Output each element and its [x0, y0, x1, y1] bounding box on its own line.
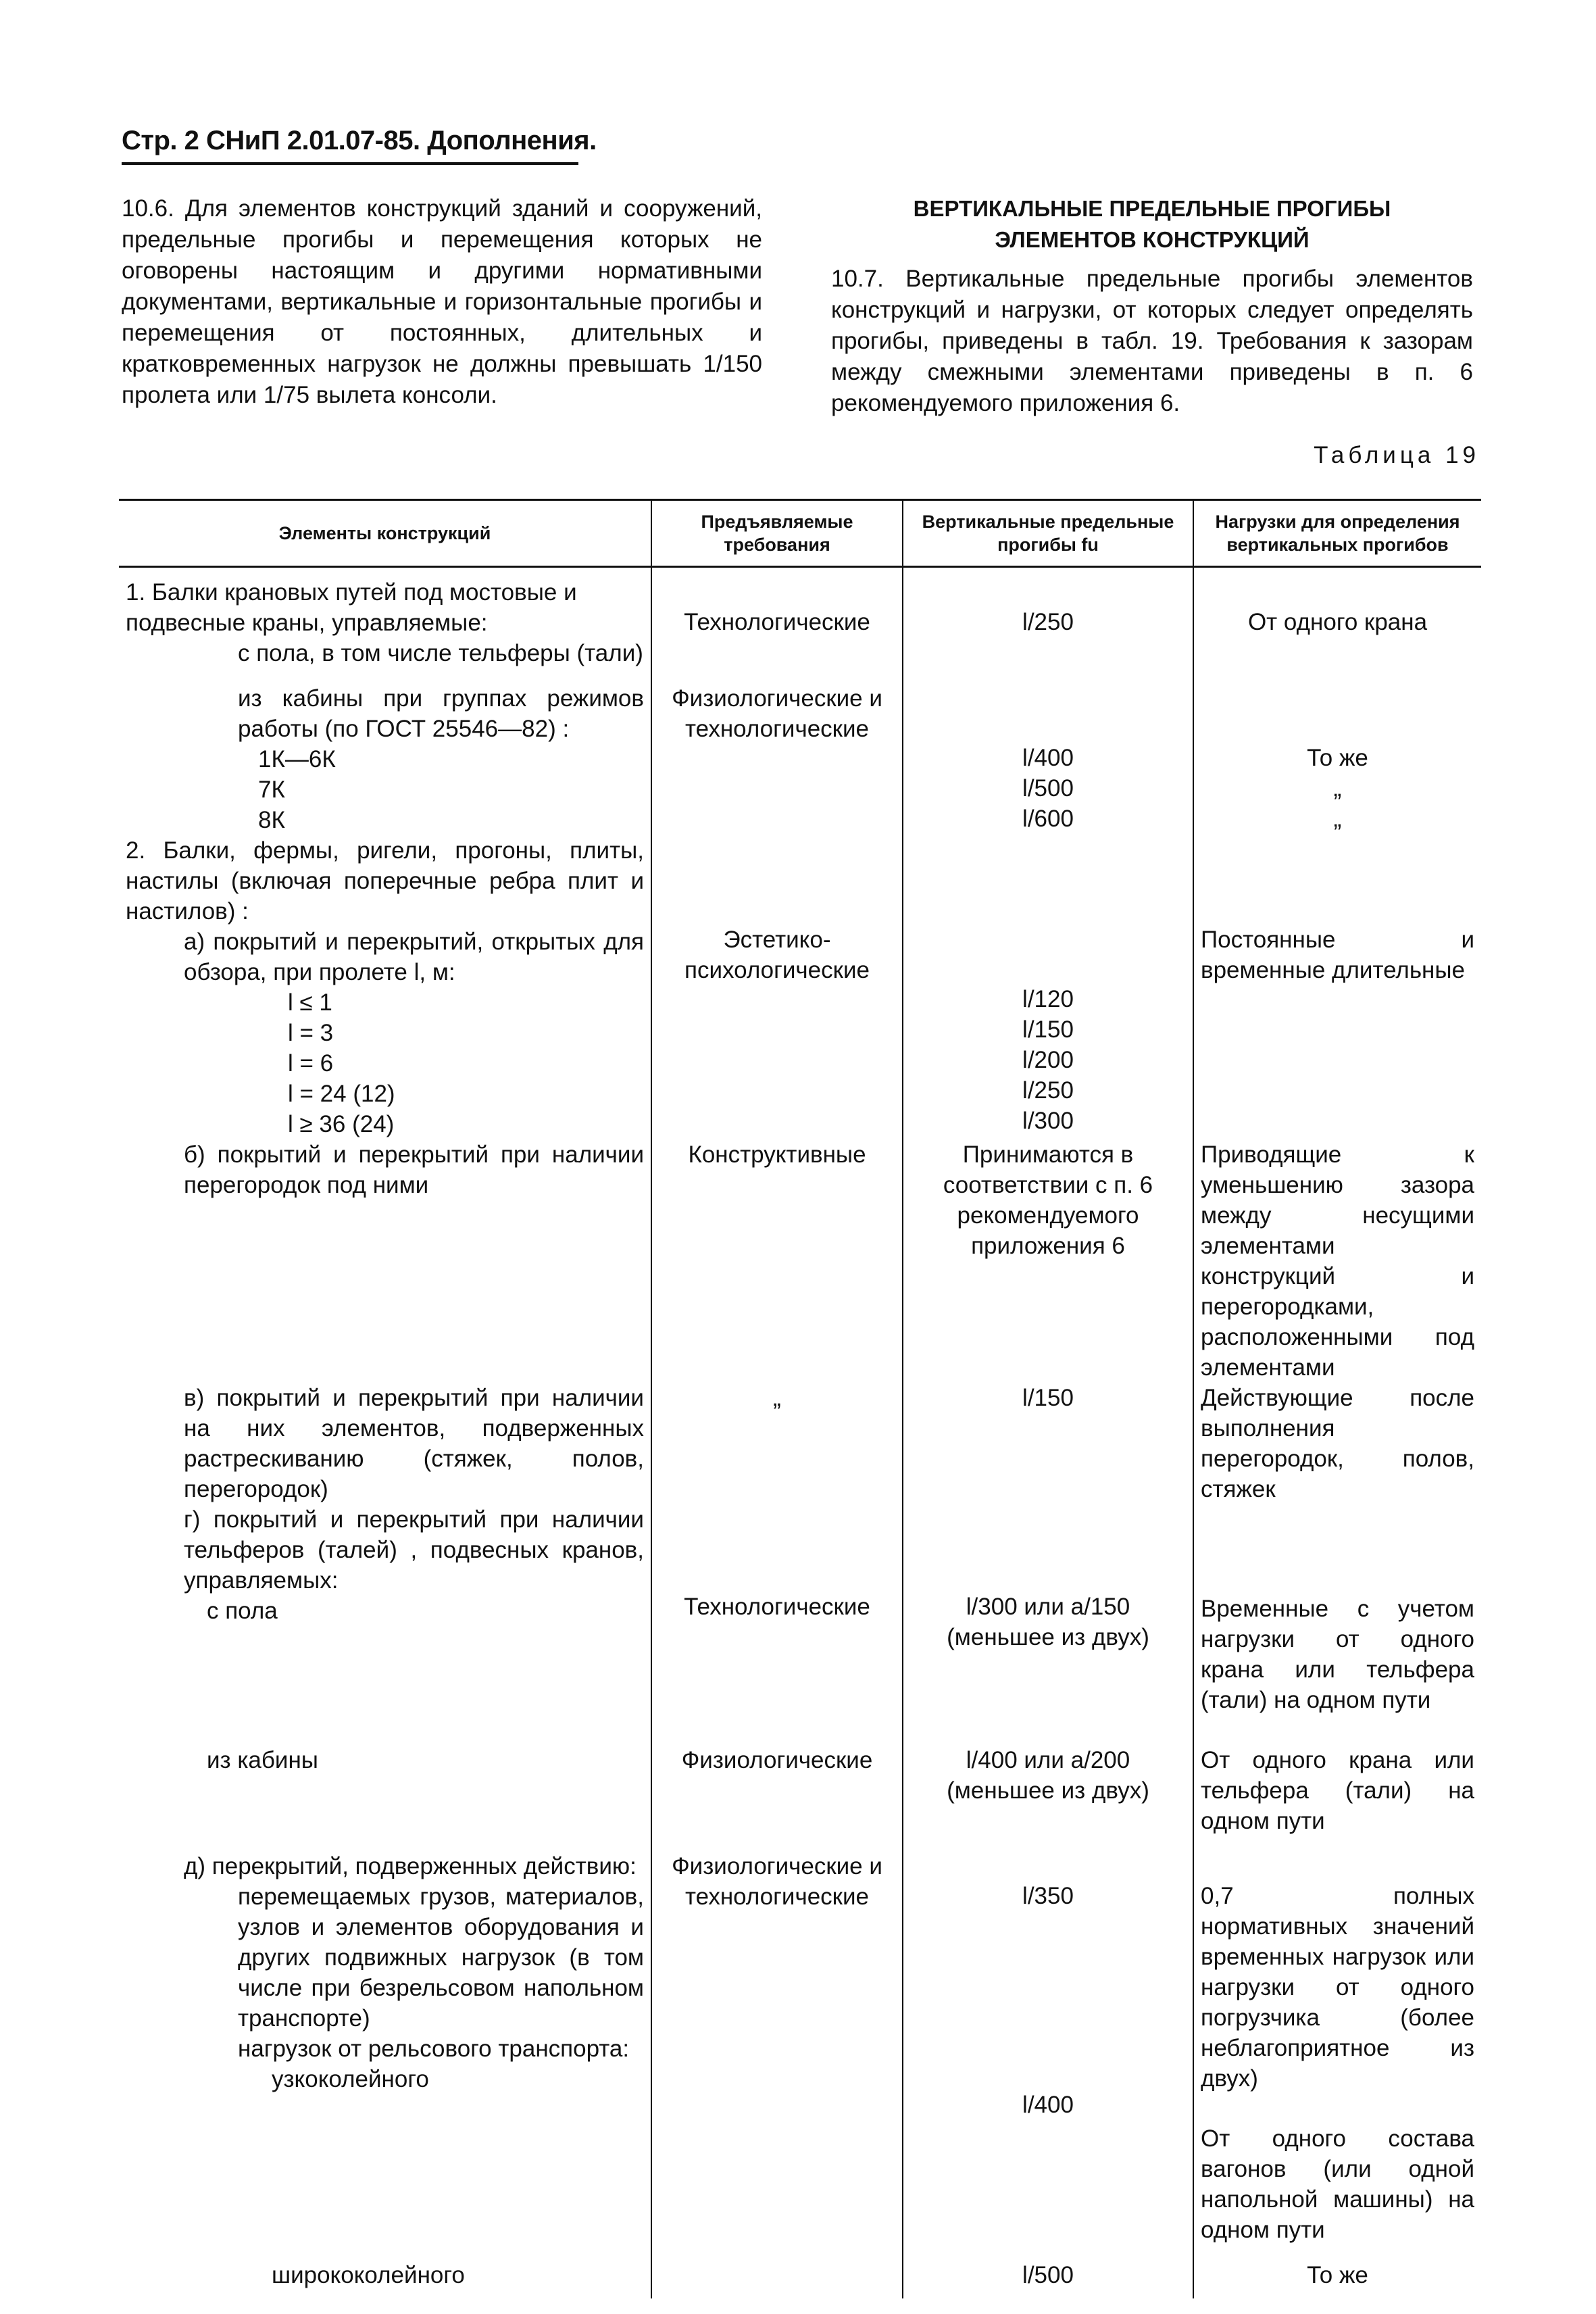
row-1-k1: 1К—6К	[258, 746, 336, 772]
section-title	[831, 193, 1473, 255]
cell-deflection	[903, 1715, 1193, 1836]
row-1-cabin: из кабины при группах режимов работы (по ГОСТ 25546—82) :	[238, 685, 644, 742]
right-column	[831, 193, 1473, 419]
section-title-line-2: ЭЛЕМЕНТОВ КОНСТРУКЦИЙ	[995, 227, 1310, 252]
paragraph-10-7: 10.7. Вертикальные предельные прогибы элементов конструкций и нагрузки, от которых следует определять прогибы, приведены в табл. 19. Требования к зазорам между смежными элементами приведены в п. 6 рекомендуемого приложения 6.	[831, 266, 1473, 416]
table-row	[119, 1836, 1481, 2245]
row-2g-cabin: из кабины	[207, 1747, 318, 1773]
table-row	[119, 2245, 1481, 2298]
header-deflections: Вертикальные предельные прогибы fu	[903, 500, 1193, 567]
row-2d-1: перемещаемых грузов, материалов, узлов и элементов оборудования и других подвижных нагрузок (в том числе при безрельсовом напольном транспорте)	[238, 1884, 644, 2032]
cell-element	[119, 1715, 651, 1836]
header-loads: Нагрузки для определения вертикальных прогибов	[1193, 500, 1481, 567]
cell-element	[119, 1139, 651, 1383]
page-header: Стр. 2 СНиП 2.01.07-85. Дополнения.	[122, 126, 597, 155]
row-2a-l3: l = 6	[288, 1050, 334, 1077]
row-2a-v1: l/120	[1022, 986, 1074, 1012]
row-2a-l2: l = 3	[288, 1020, 334, 1046]
cell-element	[119, 668, 651, 835]
row-2g-floor: с пола	[207, 1598, 278, 1624]
row-2g-floor-load: Временные с учетом нагрузки от одного крана или тельфера (тали) на одном пути	[1201, 1596, 1474, 1713]
row-1-k3: 8К	[258, 807, 285, 833]
cell-requirement	[651, 1836, 903, 2245]
header-elements: Элементы конструкций	[119, 500, 651, 567]
row-2a-l5: l ≥ 36 (24)	[288, 1111, 395, 1137]
row-2v-req: „	[773, 1385, 781, 1411]
row-2g-cabin-req: Физиологические	[681, 1747, 873, 1773]
cell-load	[1193, 2245, 1481, 2298]
row-2d: д) перекрытий, подверженных действию:	[184, 1853, 637, 1879]
table-row	[119, 1383, 1481, 1715]
cell-load	[1193, 668, 1481, 835]
cell-deflection	[903, 835, 1193, 1139]
row-2g-cabin-load: От одного крана или тельфера (тали) на одном пути	[1201, 1747, 1474, 1834]
section-title-line-1: ВЕРТИКАЛЬНЫЕ ПРЕДЕЛЬНЫЕ ПРОГИБЫ	[913, 196, 1391, 221]
cell-requirement: Конструктивные	[651, 1139, 903, 1383]
cell-deflection	[903, 668, 1193, 835]
table-row	[119, 835, 1481, 1139]
cell-load: Приводящие к уменьшению зазора между несущими элементами конструкций и перегородками, расположенными под элементами	[1193, 1139, 1481, 1383]
row-2a-v2: l/150	[1022, 1016, 1074, 1043]
cell-deflection	[903, 2245, 1193, 2298]
row-2-title: 2. Балки, фермы, ригели, прогоны, плиты, настилы (включая поперечные ребра плит и настилов) :	[126, 837, 644, 925]
row-2g-floor-req: Технологические	[684, 1594, 870, 1620]
row-1-k1-val: l/400	[1022, 745, 1074, 771]
row-1-k2-val: l/500	[1022, 775, 1074, 802]
table-row	[119, 1139, 1481, 1383]
row-1-floor-val: l/250	[1022, 609, 1074, 635]
row-2g-floor-val: l/300 или a/150 (меньшее из двух)	[947, 1594, 1149, 1650]
paragraph-10-6: 10.6. Для элементов конструкций зданий и сооружений, предельные прогибы и перемещения которых не оговорены настоящим и другими нормативными документами, вертикальные и горизонтальные прогибы и перемещения от постоянных, длительных и кратковременных нагрузок не должны превышать 1/150 пролета или 1/75 вылета консоли.	[122, 195, 762, 408]
row-1-floor: с пола, в том числе тельферы (тали)	[238, 640, 643, 666]
cell-load	[1193, 1715, 1481, 1836]
row-2d-req: Физиологические и технологические	[672, 1853, 882, 1910]
row-2a-v5: l/300	[1022, 1108, 1074, 1134]
row-2a-l1: l ≤ 1	[288, 989, 332, 1016]
cell-element	[119, 2245, 651, 2298]
cell-load	[1193, 567, 1481, 669]
row-2d-narrow-load: От одного состава вагонов (или одной напольной машины) на одном пути	[1201, 2125, 1474, 2243]
row-2a-req: Эстетико-психологические	[684, 927, 870, 983]
cell-requirement	[651, 835, 903, 1139]
cell-requirement	[651, 2245, 903, 2298]
row-2a-l4: l = 24 (12)	[288, 1081, 395, 1107]
row-2d-1-val: l/350	[1022, 1883, 1074, 1909]
row-2v-load: Действующие после выполнения перегородок, полов, стяжек	[1201, 1385, 1474, 1502]
cell-requirement	[651, 1383, 903, 1715]
table-row	[119, 567, 1481, 669]
cell-requirement	[651, 1715, 903, 1836]
cell-deflection	[903, 1383, 1193, 1715]
table-row	[119, 1715, 1481, 1836]
cell-deflection	[903, 567, 1193, 669]
row-2a-v4: l/250	[1022, 1077, 1074, 1104]
row-1-floor-req: Технологические	[684, 609, 870, 635]
row-1-k2-load: „	[1333, 775, 1342, 802]
row-2d-1-load: 0,7 полных нормативных значений временных нагрузок или нагрузки от одного погрузчика (более неблагоприятное из двух)	[1201, 1883, 1474, 2092]
cell-element	[119, 1383, 651, 1715]
row-2a-load: Постоянные и временные длительные	[1201, 927, 1474, 983]
cell-deflection	[903, 1836, 1193, 2245]
header-rule	[122, 162, 578, 165]
row-2d-wide-load: То же	[1307, 2262, 1368, 2288]
cell-deflection: Принимаются в соответствии с п. 6 рекомендуемого приложения 6	[903, 1139, 1193, 1383]
row-1-k3-val: l/600	[1022, 806, 1074, 832]
row-2d-narrow-val: l/400	[1022, 2092, 1074, 2118]
row-2g-cabin-val: l/400 или a/200 (меньшее из двух)	[947, 1747, 1149, 1804]
table-caption: Таблица 19	[1314, 442, 1480, 468]
row-1-cabin-req: Физиологические и технологические	[672, 685, 882, 742]
cell-requirement	[651, 668, 903, 835]
cell-load	[1193, 835, 1481, 1139]
row-2d-2: нагрузок от рельсового транспорта:	[238, 2036, 630, 2062]
cell-load	[1193, 1383, 1481, 1715]
cell-element	[119, 567, 651, 669]
row-2a: а) покрытий и перекрытий, открытых для обзора, при пролете l, м:	[184, 929, 644, 985]
cell-element	[119, 1836, 651, 2245]
row-2d-wide-val: l/500	[1022, 2262, 1074, 2288]
cell-element	[119, 835, 651, 1139]
row-1-k3-load: „	[1333, 806, 1342, 832]
header-requirements: Предъявляемые требования	[651, 500, 903, 567]
deflection-table	[119, 499, 1481, 2298]
table-header-row	[119, 500, 1481, 567]
row-1-title: 1. Балки крановых путей под мостовые и подвесные краны, управляемые:	[126, 579, 577, 636]
row-2b: б) покрытий и перекрытий при наличии перегородок под ними	[184, 1141, 644, 1198]
row-1-floor-load: От одного крана	[1247, 609, 1428, 635]
row-2a-v3: l/200	[1022, 1047, 1074, 1073]
row-2g: г) покрытий и перекрытий при наличии тельферов (талей) , подвесных кранов, управляемых:	[184, 1506, 644, 1594]
cell-load	[1193, 1836, 1481, 2245]
row-2d-wide: ширококолейного	[272, 2262, 465, 2288]
row-1-k1-load: То же	[1307, 745, 1368, 771]
row-2v-val: l/150	[1022, 1385, 1074, 1411]
cell-requirement	[651, 567, 903, 669]
row-2v: в) покрытий и перекрытий при наличии на них элементов, подверженных растрескиванию (стяжек, полов, перегородок)	[184, 1385, 644, 1502]
row-1-k2: 7К	[258, 777, 285, 803]
row-2d-narrow: узкоколейного	[272, 2066, 429, 2092]
table-row	[119, 668, 1481, 835]
